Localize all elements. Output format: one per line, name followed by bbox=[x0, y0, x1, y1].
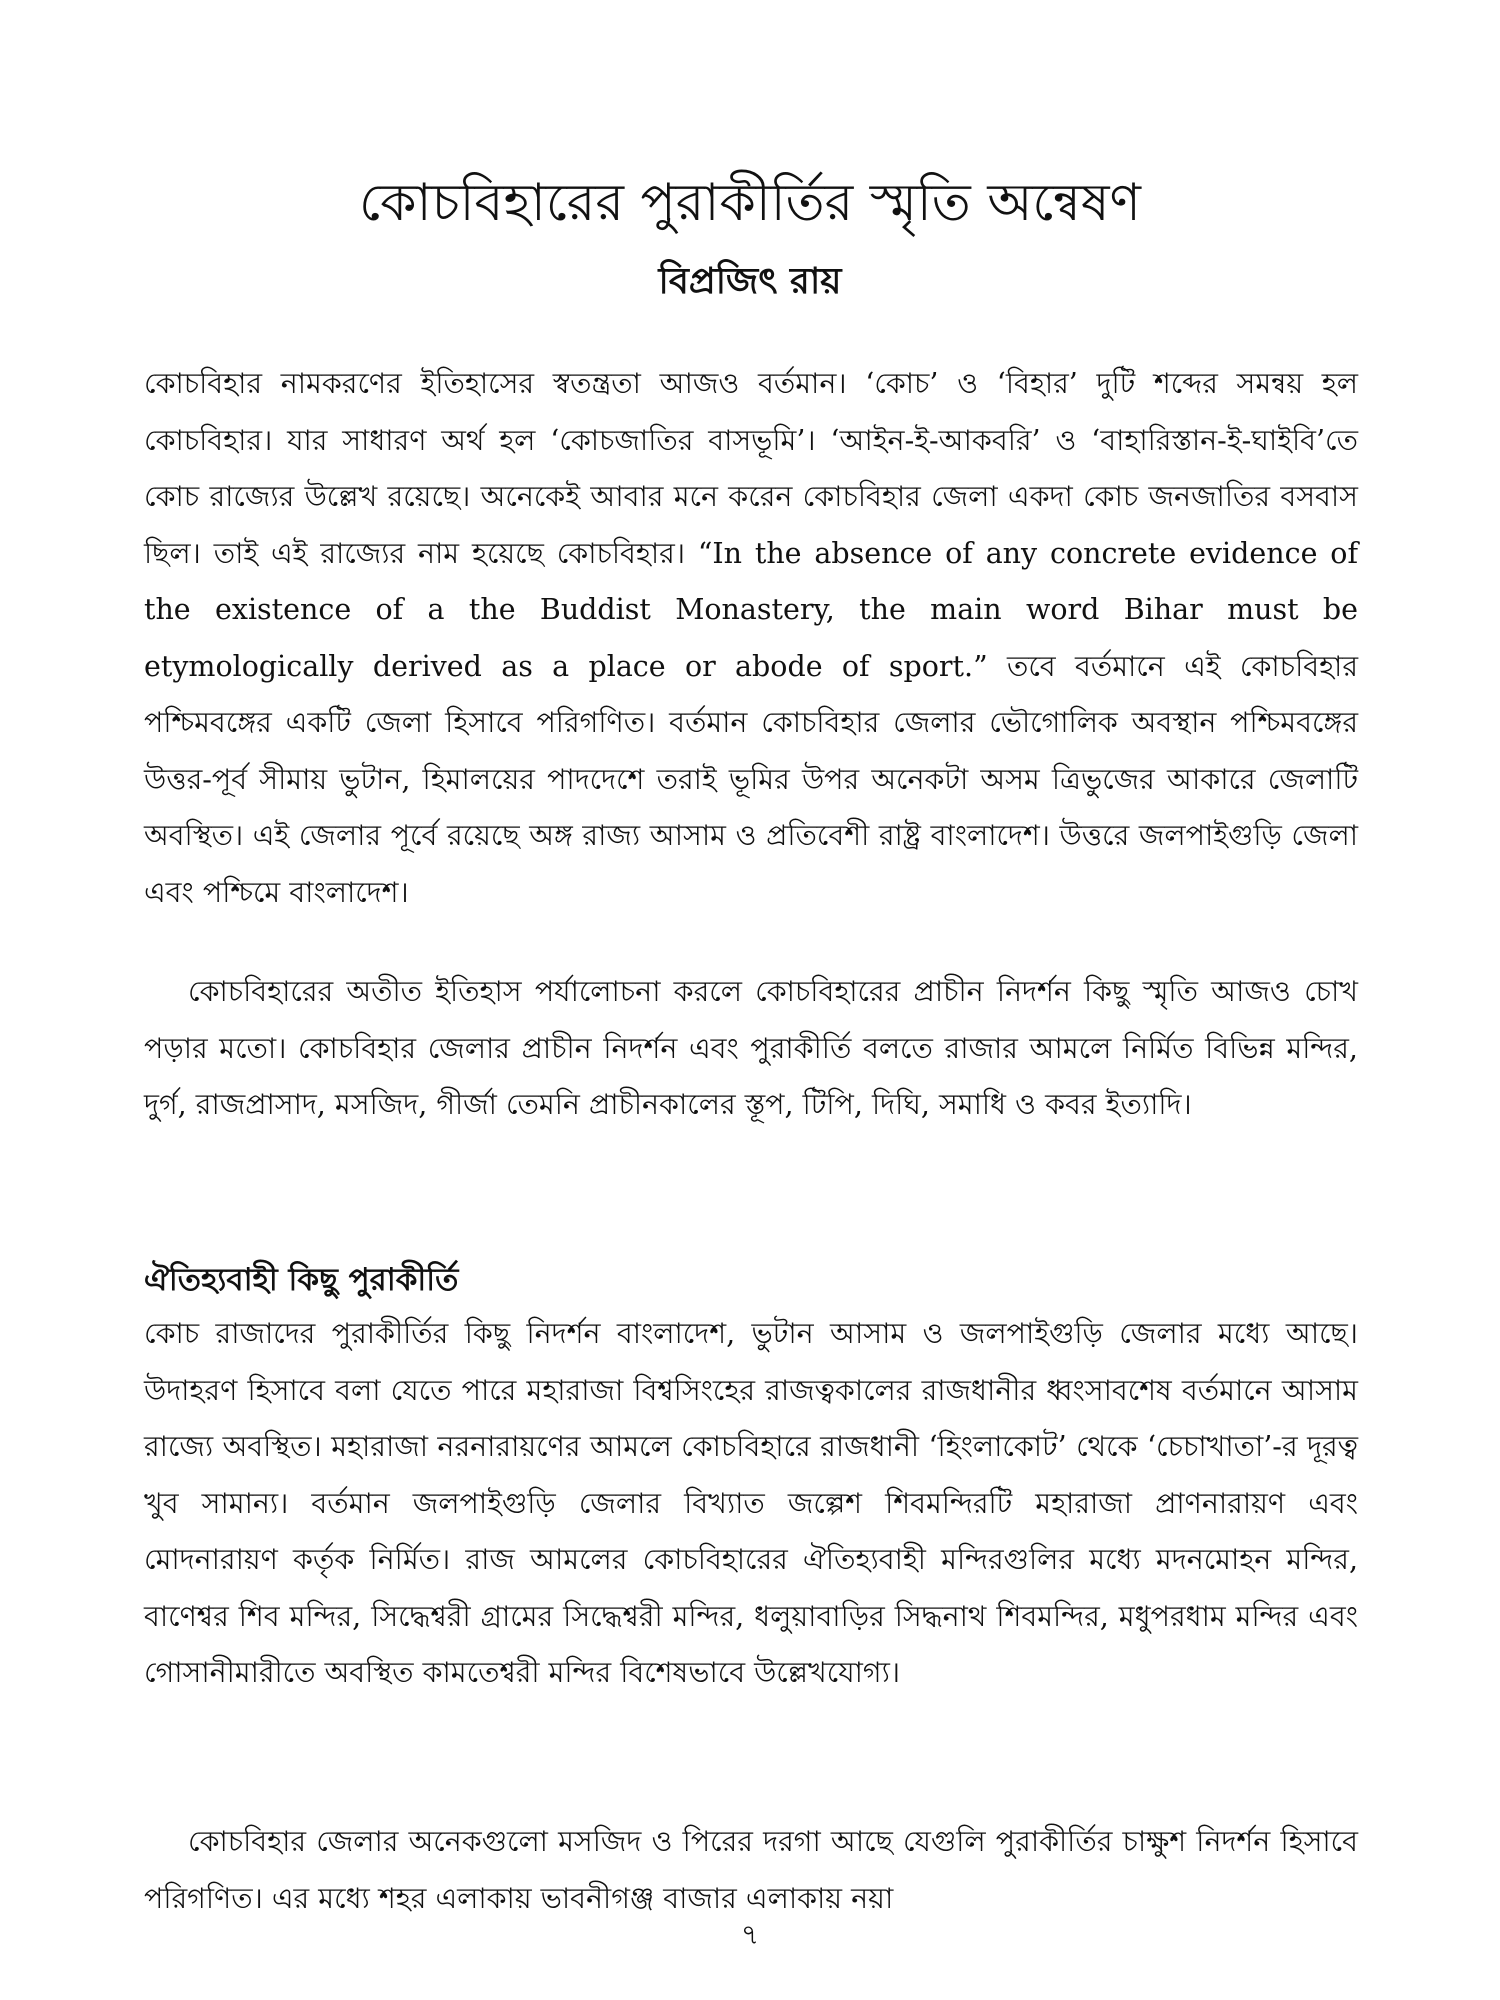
paragraph-4: কোচবিহার জেলার অনেকগুলো মসজিদ ও পিরের দরগা আছে যেগুলি পুরাকীর্তির চাক্ষুশ নিদর্শন হিসাবে পরিগণিত। এর মধ্যে শহর এলাকায় ভাবনীগঞ্জ বাজার এলাকায় নয়া bbox=[144, 1825, 1358, 1915]
paragraph-1: কোচবিহার নামকরণের ইতিহাসের স্বতন্ত্রতা আজও বর্তমান। ‘কোচ’ ও ‘বিহার’ দুটি শব্দের সমন্বয় হল কোচবিহার। যার সাধারণ অর্থ হল ‘কোচজাতির বাসভূমি’। ‘আইন-ই-আকবরি’ ও ‘বাহারিস্তান-ই-ঘাইবি’তে কোচ রাজ্যের উল্লেখ রয়েছে। অনেকেই আবার মনে করেন কোচবিহার জেলা একদা কোচ জনজাতির বসবাস ছিল। তাই এই রাজ্যের নাম হয়েছে কোচবিহার। “In the absence of any concrete evidence of the existence of a the Buddist Monastery, the main word Bihar must be etymologically derived as a place or abode of sport.” তবে বর্তমানে এই কোচবিহার পশ্চিমবঙ্গের একটি জেলা হিসাবে পরিগণিত। বর্তমান কোচবিহার জেলার ভৌগোলিক অবস্থান পশ্চিমবঙ্গের উত্তর-পূর্ব সীমায় ভুটান, হিমালয়ের পাদদেশে তরাই ভূমির উপর অনেকটা অসম ত্রিভুজের আকারে জেলাটি অবস্থিত। এই জেলার পূর্বে রয়েছে অঙ্গ রাজ্য আসাম ও প্রতিবেশী রাষ্ট্র বাংলাদেশ। উত্তরে জলপাইগুড়ি জেলা এবং পশ্চিমে বাংলাদেশ। bbox=[144, 367, 1358, 909]
article-title: কোচবিহারের পুরাকীর্তির স্মৃতি অন্বেষণ bbox=[359, 173, 1141, 233]
page-number: ৭ bbox=[740, 1918, 760, 1951]
section-heading: ঐতিহ্যবাহী কিছু পুরাকীর্তি bbox=[144, 1262, 459, 1298]
paragraph-2: কোচবিহারের অতীত ইতিহাস পর্যালোচনা করলে কোচবিহারের প্রাচীন নিদর্শন কিছু স্মৃতি আজও চোখ পড়ার মতো। কোচবিহার জেলার প্রাচীন নিদর্শন এবং পুরাকীর্তি বলতে রাজার আমলে নির্মিত বিভিন্ন মন্দির, দুর্গ, রাজপ্রাসাদ, মসজিদ, গীর্জা তেমনি প্রাচীনকালের স্তূপ, টিপি, দিঘি, সমাধি ও কবর ইত্যাদি। bbox=[144, 975, 1358, 1121]
paragraph-3: কোচ রাজাদের পুরাকীর্তির কিছু নিদর্শন বাংলাদেশ, ভুটান আসাম ও জলপাইগুড়ি জেলার মধ্যে আছে। উদাহরণ হিসাবে বলা যেতে পারে মহারাজা বিশ্বসিংহের রাজত্বকালের রাজধানীর ধ্বংসাবশেষ বর্তমানে আসাম রাজ্যে অবস্থিত। মহারাজা নরনারায়ণের আমলে কোচবিহারে রাজধানী ‘হিংলাকোট’ থেকে ‘চেচাখাতা’-র দূরত্ব খুব সামান্য। বর্তমান জলপাইগুড়ি জেলার বিখ্যাত জল্পেশ শিবমন্দিরটি মহারাজা প্রাণনারায়ণ এবং মোদনারায়ণ কর্তৃক নির্মিত। রাজ আমলের কোচবিহারের ঐতিহ্যবাহী মন্দিরগুলির মধ্যে মদনমোহন মন্দির, বাণেশ্বর শিব মন্দির, সিদ্ধেশ্বরী গ্রামের সিদ্ধেশ্বরী মন্দির, ধলুয়াবাড়ির সিদ্ধনাথ শিবমন্দির, মধুপরধাম মন্দির এবং গোসানীমারীতে অবস্থিত কামতেশ্বরী মন্দির বিশেষভাবে উল্লেখযোগ্য। bbox=[144, 1317, 1358, 1689]
author-name: বিপ্রজিৎ রায় bbox=[658, 260, 842, 302]
